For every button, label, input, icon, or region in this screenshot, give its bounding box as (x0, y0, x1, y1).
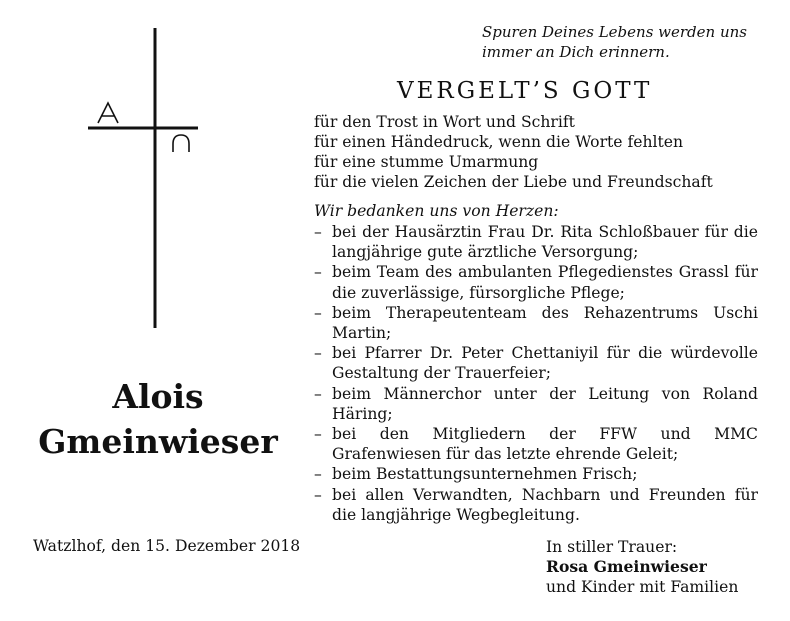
list-item: – beim Team des ambulanten Pflegedienstes Grassl für die zuverlässige, fürsorgliche Pflege; (314, 262, 758, 302)
list-item: – bei den Mitgliedern der FFW und MMC Grafenwiesen für das letzte ehrende Geleit; (314, 424, 758, 464)
deceased-first-name: Alois (112, 377, 204, 416)
mourner-family: und Kinder mit Familien (546, 578, 739, 596)
list-item: – bei allen Verwandten, Nachbarn und Freunden für die langjährige Wegbegleitung. (314, 485, 758, 525)
deceased-name (28, 374, 288, 464)
thanks-line: für eine stumme Umarmung (314, 153, 539, 171)
mourners-intro: In stiller Trauer: (546, 538, 678, 556)
thanks-line: für einen Händedruck, wenn die Worte fehlten (314, 133, 684, 151)
thanks-block (314, 112, 774, 192)
list-item: – beim Bestattungsunternehmen Frisch; (314, 464, 758, 484)
thanks-heading: VERGELT’S GOTT (397, 78, 653, 104)
acknowledgements-subheading: Wir bedanken uns von Herzen: (314, 202, 559, 220)
cross-alpha-omega-icon (88, 28, 198, 328)
mourners-block (546, 537, 738, 597)
thanks-line: für den Trost in Wort und Schrift (314, 113, 575, 131)
deceased-last-name: Gmeinwieser (38, 422, 278, 461)
omega-symbol (173, 135, 189, 152)
list-item: – beim Männerchor unter der Leitung von Roland Häring; (314, 384, 758, 424)
memorial-quote (482, 22, 772, 62)
list-item: – bei Pfarrer Dr. Peter Chettaniyil für die würdevolle Gestaltung der Trauerfeier; (314, 343, 758, 383)
mourner-name: Rosa Gmeinwieser (546, 557, 707, 576)
place-and-date: Watzlhof, den 15. Dezember 2018 (33, 537, 301, 555)
list-item: – bei der Hausärztin Frau Dr. Rita Schloßbauer für die langjährige gute ärztliche Versorgung; (314, 222, 758, 262)
acknowledgements-list (314, 222, 758, 525)
list-item: – beim Therapeutenteam des Rehazentrums Uschi Martin; (314, 303, 758, 343)
quote-line-2: immer an Dich erinnern. (482, 43, 670, 61)
thanks-line: für die vielen Zeichen der Liebe und Freundschaft (314, 173, 713, 191)
alpha-symbol (98, 103, 118, 123)
quote-line-1: Spuren Deines Lebens werden uns (482, 23, 747, 41)
